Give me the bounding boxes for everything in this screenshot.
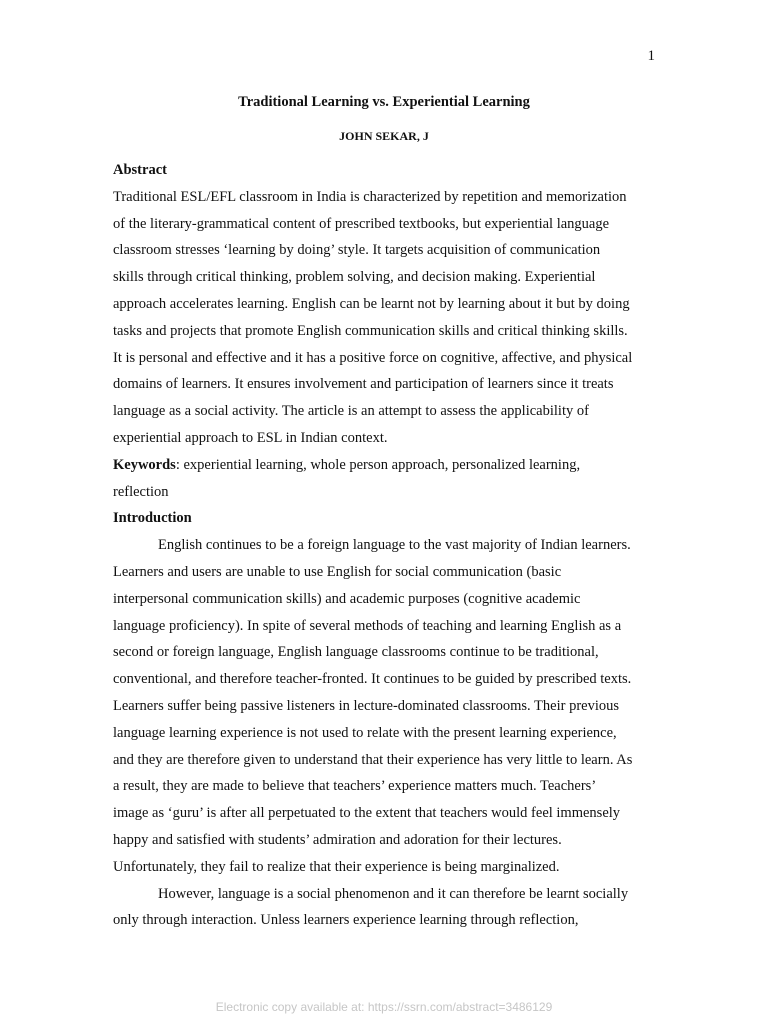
introduction-paragraph-2 xyxy=(113,881,658,935)
paragraph-line: language learning experience is not used to relate with the present learning experience, xyxy=(113,724,617,741)
paragraph-line: a result, they are made to believe that teachers’ experience matters much. Teachers’ xyxy=(113,778,597,795)
keywords-continuation: reflection xyxy=(113,483,169,500)
paragraph-line: However, language is a social phenomenon and it can therefore be learnt socially xyxy=(158,885,629,902)
abstract-line: Traditional ESL/EFL classroom in India is characterized by repetition and memorization xyxy=(113,188,627,205)
abstract-line: classroom stresses ‘learning by doing’ style. It targets acquisition of communication xyxy=(113,242,601,259)
paragraph-line: Learners suffer being passive listeners in lecture-dominated classrooms. Their previous xyxy=(113,697,620,714)
abstract-text xyxy=(113,184,658,452)
keywords-label: Keywords xyxy=(113,456,176,473)
paragraph-line: happy and satisfied with students’ admiration and adoration for their lectures. xyxy=(113,831,562,848)
paper-body xyxy=(113,157,658,934)
paragraph-line: Unfortunately, they fail to realize that their experience is being marginalized. xyxy=(113,858,560,875)
abstract-line: tasks and projects that promote English communication skills and critical thinking skills. xyxy=(113,322,628,339)
abstract-heading: Abstract xyxy=(113,162,167,178)
page-number: 1 xyxy=(647,48,655,64)
abstract-line: It is personal and effective and it has a positive force on cognitive, affective, and physical xyxy=(113,349,633,366)
keywords-line xyxy=(113,452,658,479)
paper-title: Traditional Learning vs. Experiential Learning xyxy=(238,94,530,110)
paragraph-line: conventional, and therefore teacher-fronted. It continues to be guided by prescribed texts. xyxy=(113,671,632,688)
keywords-block xyxy=(113,452,658,506)
author-name: JOHN SEKAR, J xyxy=(339,129,429,143)
abstract-line: language as a social activity. The article is an attempt to assess the applicability of xyxy=(113,403,589,420)
paragraph-line: second or foreign language, English language classrooms continue to be traditional, xyxy=(113,644,599,661)
paragraph-line: interpersonal communication skills) and academic purposes (cognitive academic xyxy=(113,590,581,607)
paragraph-line: only through interaction. Unless learners experience learning through reflection, xyxy=(113,912,579,929)
abstract-line: experiential approach to ESL in Indian context. xyxy=(113,429,388,446)
paragraph-line: and they are therefore given to understand that their experience has very little to learn. As xyxy=(113,751,633,768)
paragraph-line: language proficiency). In spite of several methods of teaching and learning English as a xyxy=(113,617,622,634)
abstract-line: domains of learners. It ensures involvement and participation of learners since it treats xyxy=(113,376,614,393)
paragraph-line: Learners and users are unable to use English for social communication (basic xyxy=(113,563,562,580)
abstract-line: skills through critical thinking, problem solving, and decision making. Experiential xyxy=(113,269,596,286)
introduction-heading: Introduction xyxy=(113,510,192,527)
paragraph-line: image as ‘guru’ is after all perpetuated to the extent that teachers would feel immensely xyxy=(113,805,621,822)
introduction-paragraph-1 xyxy=(113,532,658,880)
paragraph-line: English continues to be a foreign language to the vast majority of Indian learners. xyxy=(158,537,631,554)
ssrn-footer-notice: Electronic copy available at: https://ssrn.com/abstract=3486129 xyxy=(215,1000,553,1014)
abstract-line: approach accelerates learning. English can be learnt not by learning about it but by doing xyxy=(113,295,630,312)
abstract-line: of the literary-grammatical content of prescribed textbooks, but experiential language xyxy=(113,215,610,232)
keywords-text: : experiential learning, whole person approach, personalized learning, xyxy=(175,456,581,473)
